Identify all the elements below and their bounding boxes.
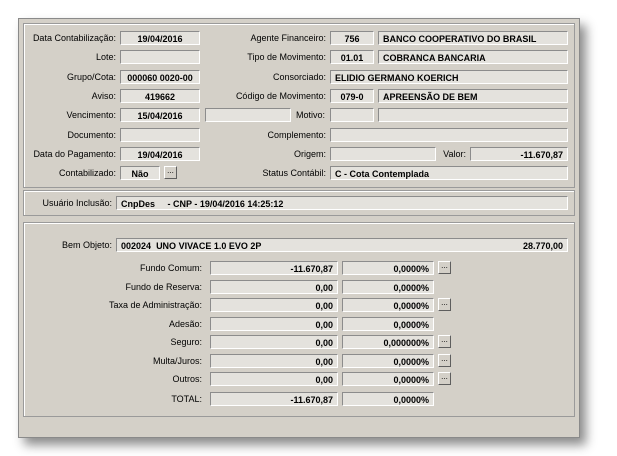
bem-description: UNO VIVACE 1.0 EVO 2P: [156, 241, 262, 251]
grupo-cota-label: Grupo/Cota:: [66, 72, 116, 82]
row-value-field[interactable]: 0,00: [210, 280, 338, 294]
usuario-panel: [23, 190, 575, 216]
lote-label: Lote:: [95, 52, 116, 62]
bem-code: 002024: [121, 241, 152, 251]
codigo-movimento-code-field[interactable]: 079-0: [330, 89, 374, 103]
agente-financeiro-field[interactable]: BANCO COOPERATIVO DO BRASIL: [378, 31, 568, 45]
row-detail-button[interactable]: ...: [438, 372, 451, 385]
motivo-label: Motivo:: [296, 110, 326, 120]
data-pagamento-label: Data do Pagamento:: [33, 149, 116, 159]
origem-field[interactable]: [330, 147, 436, 161]
usuario-inclusao-field[interactable]: [116, 196, 568, 210]
row-percent-field[interactable]: 0,0000%: [342, 354, 434, 368]
codigo-movimento-field[interactable]: APREENSÃO DE BEM: [378, 89, 568, 103]
row-detail-button[interactable]: ...: [438, 335, 451, 348]
documento-field[interactable]: [120, 128, 200, 142]
agente-financeiro-code-field[interactable]: 756: [330, 31, 374, 45]
row-label: Adesão:: [168, 319, 202, 329]
row-value-field[interactable]: 0,00: [210, 317, 338, 331]
row-label: Fundo Comum:: [139, 263, 202, 273]
contabilizado-label: Contabilizado:: [58, 168, 116, 178]
row-percent-field[interactable]: 0,0000%: [342, 261, 434, 275]
valor-label: Valor:: [443, 149, 466, 159]
row-value-field[interactable]: -11.670,87: [210, 261, 338, 275]
consorciado-label: Consorciado:: [272, 72, 326, 82]
bem-objeto-field[interactable]: [116, 238, 568, 252]
row-label: Seguro:: [170, 337, 202, 347]
total-label: TOTAL:: [171, 394, 202, 404]
total-value-field[interactable]: -11.670,87: [210, 392, 338, 406]
agente-financeiro-label: Agente Financeiro:: [250, 33, 326, 43]
row-detail-button[interactable]: ...: [438, 261, 451, 274]
data-contabilizacao-label: Data Contabilização:: [32, 33, 116, 43]
status-contabil-field[interactable]: C - Cota Contemplada: [330, 166, 568, 180]
status-contabil-label: Status Contábil:: [262, 168, 326, 178]
documento-label: Documento:: [67, 130, 116, 140]
usuario-detail: - CNP - 19/04/2016 14:25:12: [167, 199, 284, 209]
row-label: Fundo de Reserva:: [125, 282, 202, 292]
tipo-movimento-code-field[interactable]: 01.01: [330, 50, 374, 64]
total-percent-field[interactable]: 0,0000%: [342, 392, 434, 406]
row-label: Multa/Juros:: [152, 356, 202, 366]
row-label: Taxa de Administração:: [108, 300, 202, 310]
contabilizado-button[interactable]: ...: [164, 166, 177, 179]
movement-detail-window: [18, 18, 580, 438]
origem-label: Origem:: [293, 149, 326, 159]
row-detail-button[interactable]: ...: [438, 354, 451, 367]
row-percent-field[interactable]: 0,0000%: [342, 372, 434, 386]
vencimento-extra-field[interactable]: [205, 108, 291, 122]
values-panel: [23, 222, 575, 417]
vencimento-label: Vencimento:: [66, 110, 116, 120]
valor-field[interactable]: -11.670,87: [470, 147, 568, 161]
data-contabilizacao-field[interactable]: 19/04/2016: [120, 31, 200, 45]
motivo-code-field[interactable]: [330, 108, 374, 122]
row-percent-field[interactable]: 0,000000%: [342, 335, 434, 349]
codigo-movimento-label: Código de Movimento:: [235, 91, 326, 101]
row-value-field[interactable]: 0,00: [210, 335, 338, 349]
row-label: Outros:: [172, 374, 202, 384]
consorciado-field[interactable]: ELIDIO GERMANO KOERICH: [330, 70, 568, 84]
movement-panel: [23, 23, 575, 188]
tipo-movimento-label: Tipo de Movimento:: [247, 52, 326, 62]
bem-objeto-label: Bem Objeto:: [61, 240, 112, 250]
usuario-inclusao-label: Usuário Inclusão:: [42, 198, 112, 208]
tipo-movimento-field[interactable]: COBRANCA BANCARIA: [378, 50, 568, 64]
data-pagamento-field[interactable]: 19/04/2016: [120, 147, 200, 161]
row-detail-button[interactable]: ...: [438, 298, 451, 311]
complemento-label: Complemento:: [267, 130, 326, 140]
row-percent-field[interactable]: 0,0000%: [342, 280, 434, 294]
grupo-cota-field[interactable]: 000060 0020-00: [120, 70, 200, 84]
row-value-field[interactable]: 0,00: [210, 298, 338, 312]
vencimento-field[interactable]: 15/04/2016: [120, 108, 200, 122]
row-percent-field[interactable]: 0,0000%: [342, 298, 434, 312]
motivo-field[interactable]: [378, 108, 568, 122]
aviso-field[interactable]: 419662: [120, 89, 200, 103]
aviso-label: Aviso:: [91, 91, 116, 101]
row-percent-field[interactable]: 0,0000%: [342, 317, 434, 331]
bem-value: 28.770,00: [522, 241, 563, 251]
usuario-name: CnpDes: [121, 199, 156, 209]
lote-field[interactable]: [120, 50, 200, 64]
complemento-field[interactable]: [330, 128, 568, 142]
contabilizado-field[interactable]: Não: [120, 166, 160, 180]
row-value-field[interactable]: 0,00: [210, 354, 338, 368]
row-value-field[interactable]: 0,00: [210, 372, 338, 386]
